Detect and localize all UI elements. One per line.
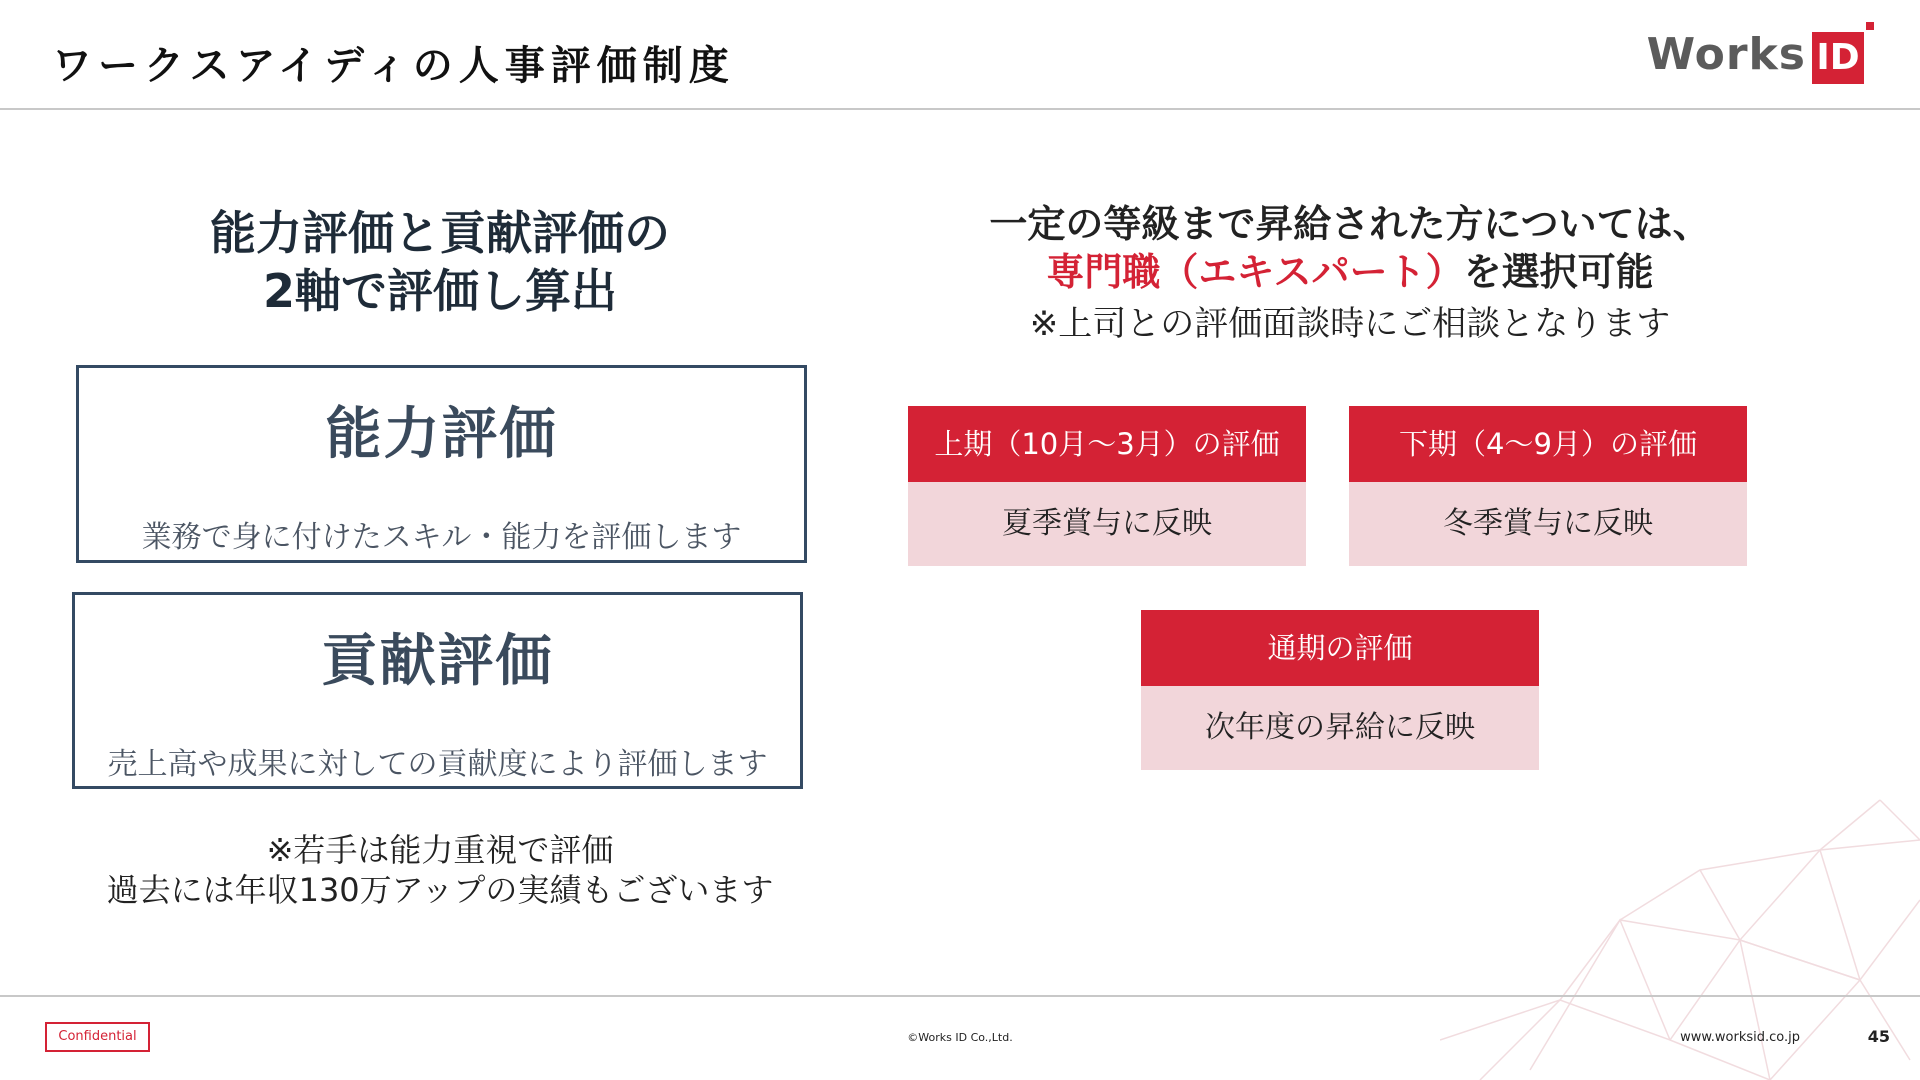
right-heading-line2 [880,248,1820,296]
logo-text: Works [1646,29,1806,80]
card-header: 下期（4～9月）の評価 [1349,406,1747,482]
second-half-evaluation-card [1349,406,1747,566]
page-number: 45 [1867,1027,1890,1046]
copyright-text: ©Works ID Co.,Ltd. [907,1031,1013,1044]
first-half-evaluation-card [908,406,1306,566]
left-heading-line1: 能力評価と貢献評価の [210,206,670,260]
expert-track-label: 専門職（エキスパート） [1046,250,1464,294]
contribution-evaluation-title: 貢献評価 [321,629,554,694]
left-note-line2: 過去には年収130万アップの実績もございます [106,871,774,909]
full-year-evaluation-card [1141,610,1539,770]
logo-id-label: ID [1816,37,1860,78]
card-body: 夏季賞与に反映 [908,482,1306,566]
website-url: www.worksid.co.jp [1680,1030,1800,1045]
card-header: 通期の評価 [1141,610,1539,686]
ability-evaluation-box [76,365,807,563]
card-body: 次年度の昇給に反映 [1141,686,1539,770]
footer-divider [0,995,1920,997]
right-heading [880,200,1820,296]
works-id-logo [1647,22,1864,84]
page-title: ワークスアイディの人事評価制度 [52,43,735,89]
right-subnote: ※上司との評価面談時にご相談となります [1029,304,1671,344]
ability-evaluation-title: 能力評価 [325,402,558,467]
confidential-badge: Confidential [45,1022,150,1052]
logo-id-mark [1812,32,1864,84]
left-heading [90,204,790,320]
logo-dot-icon [1866,22,1874,30]
card-body: 冬季賞与に反映 [1349,482,1747,566]
contribution-evaluation-box [72,592,803,789]
right-heading-line1: 一定の等級まで昇給された方については、 [989,202,1711,246]
left-heading-line2: 2軸で評価し算出 [262,264,617,318]
left-note [60,830,820,910]
card-header: 上期（10月～3月）の評価 [908,406,1306,482]
header-divider [0,108,1920,110]
contribution-evaluation-description: 売上高や成果に対しての貢献度により評価します [107,747,768,782]
right-heading-line2-rest: を選択可能 [1463,250,1654,294]
left-note-line1: ※若手は能力重視で評価 [266,831,614,869]
ability-evaluation-description: 業務で身に付けたスキル・能力を評価します [141,520,742,555]
